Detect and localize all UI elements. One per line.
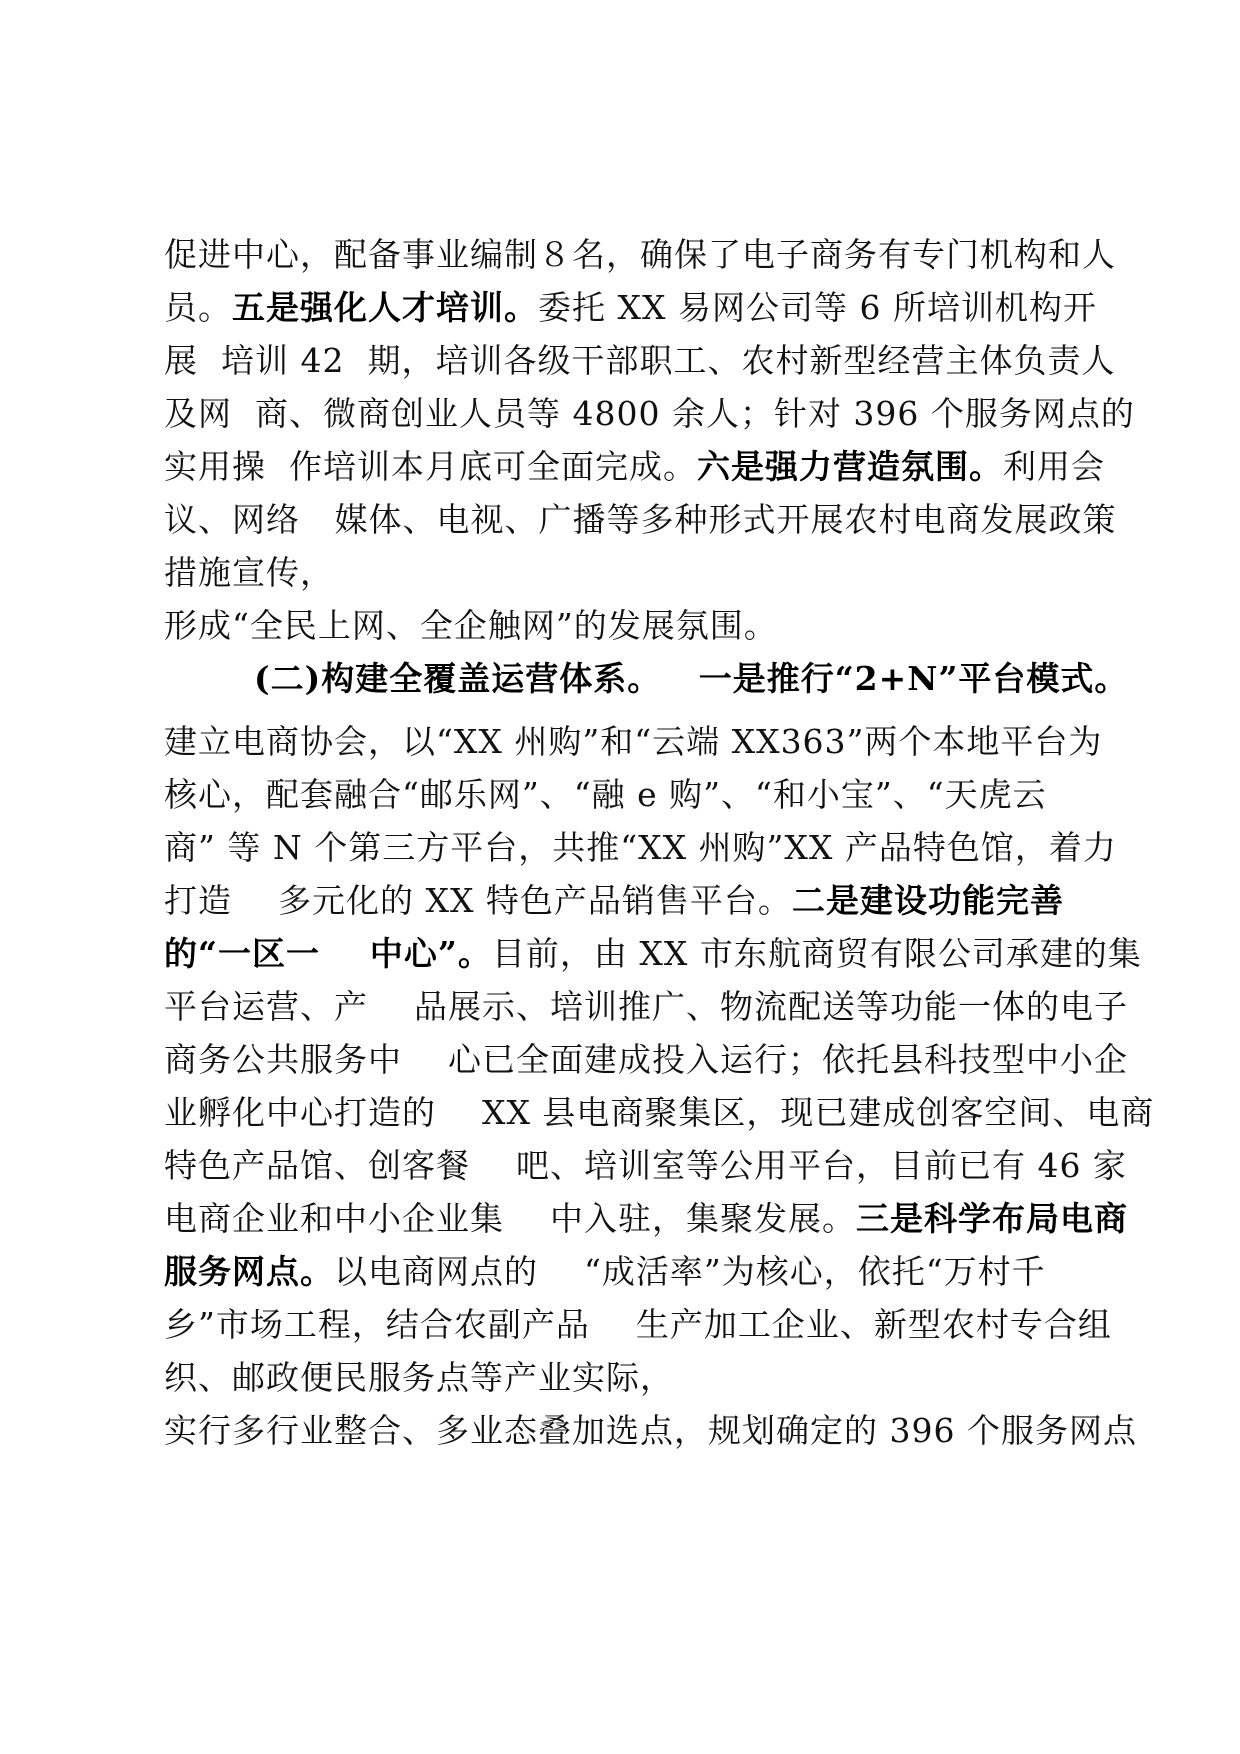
text-line (164, 984, 1128, 1030)
text-line (164, 338, 1115, 384)
text-line (164, 497, 1116, 543)
text-line (164, 1090, 1154, 1136)
text-segment: 目前，由 XX 市东航商贸有限公司承建的集 (491, 934, 1142, 973)
text-segment: 乡”市场工程，结合农副产品 生产加工企业、新型农村专合组 (164, 1305, 1112, 1344)
bold-heading-segment: 五是强化人才培训。 (232, 288, 538, 327)
text-segment: 形成“全民上网、全企触网”的发展氛围。 (164, 606, 778, 645)
text-segment: 措施宣传， (164, 553, 334, 592)
text-segment: 实用操 作培训本月底可全面完成。 (164, 447, 697, 486)
bold-heading-segment: 的“一区一 中心”。 (164, 934, 492, 973)
text-segment: 委托 XX 易网公司等 6 所培训机构开 (538, 288, 1097, 327)
bold-heading-segment: 二是建设功能完善 (791, 881, 1064, 920)
text-line (164, 391, 1135, 437)
text-line (164, 719, 1102, 765)
text-line (164, 285, 1097, 331)
text-line (164, 1143, 1127, 1189)
bold-heading-segment: (二)构建全覆盖运营体系。 一是推行“2+N”平台模式。 (254, 659, 1129, 698)
text-line (164, 1037, 1128, 1083)
text-segment: 及网 商、微商创业人员等 4800 余人；针对 396 个服务网点的 (164, 394, 1135, 433)
bold-heading-segment: 三是科学布局电商 (855, 1199, 1128, 1238)
text-segment: 员。 (164, 288, 232, 327)
text-line (164, 772, 1047, 818)
text-line (164, 1355, 674, 1401)
text-segment: 实行多行业整合、多业态叠加选点，规划确定的 396 个服务网点 (164, 1411, 1137, 1450)
text-segment: 核心，配套融合“邮乐网”、“融 e 购”、“和小宝”、“天虎云 (164, 775, 1047, 814)
text-segment: 促进中心，配备事业编制８名，确保了电子商务有专门机构和人 (164, 235, 1116, 274)
section-heading (254, 656, 1128, 702)
text-segment: 以电商网点的 “成活率”为核心，依托“万村千 (334, 1252, 1046, 1291)
text-segment: 特色产品馆、创客餐 吧、培训室等公用平台，目前已有 46 家 (164, 1146, 1127, 1185)
text-line (164, 603, 778, 649)
text-segment: 建立电商协会，以“XX 州购”和“云端 XX363”两个本地平台为 (164, 722, 1103, 761)
text-line (164, 931, 1142, 977)
bold-heading-segment: 服务网点。 (164, 1252, 334, 1291)
text-line (164, 825, 1117, 871)
text-segment: 利用会 (1002, 447, 1105, 486)
text-line (164, 1249, 1046, 1295)
text-segment: 商” 等 N 个第三方平台，共推“XX 州购”XX 产品特色馆，着力 (164, 828, 1117, 867)
text-segment: 商务公共服务中 心已全面建成投入运行；依托县科技型中小企 (164, 1040, 1128, 1079)
text-segment: 议、网络 媒体、电视、广播等多种形式开展农村电商发展政策 (164, 500, 1117, 539)
text-line (164, 1408, 1137, 1454)
text-segment: 打造 多元化的 XX 特色产品销售平台。 (164, 881, 792, 920)
text-line (164, 232, 1116, 278)
text-line (164, 1302, 1112, 1348)
text-segment: 电商企业和中小企业集 中入驻，集聚发展。 (164, 1199, 856, 1238)
text-line (164, 550, 334, 596)
text-segment: 展 培训 42 期，培训各级干部职工、农村新型经营主体负责人 (164, 341, 1116, 380)
text-segment: 平台运营、产 品展示、培训推广、物流配送等功能一体的电子 (164, 987, 1128, 1026)
text-line (164, 444, 1105, 490)
text-segment: 业孵化中心打造的 XX 县电商聚集区，现已建成创客空间、电商 (164, 1093, 1155, 1132)
text-segment: 织、邮政便民服务点等产业实际， (164, 1358, 674, 1397)
text-line (164, 878, 1064, 924)
bold-heading-segment: 六是强力营造氛围。 (696, 447, 1003, 486)
text-line (164, 1196, 1128, 1242)
